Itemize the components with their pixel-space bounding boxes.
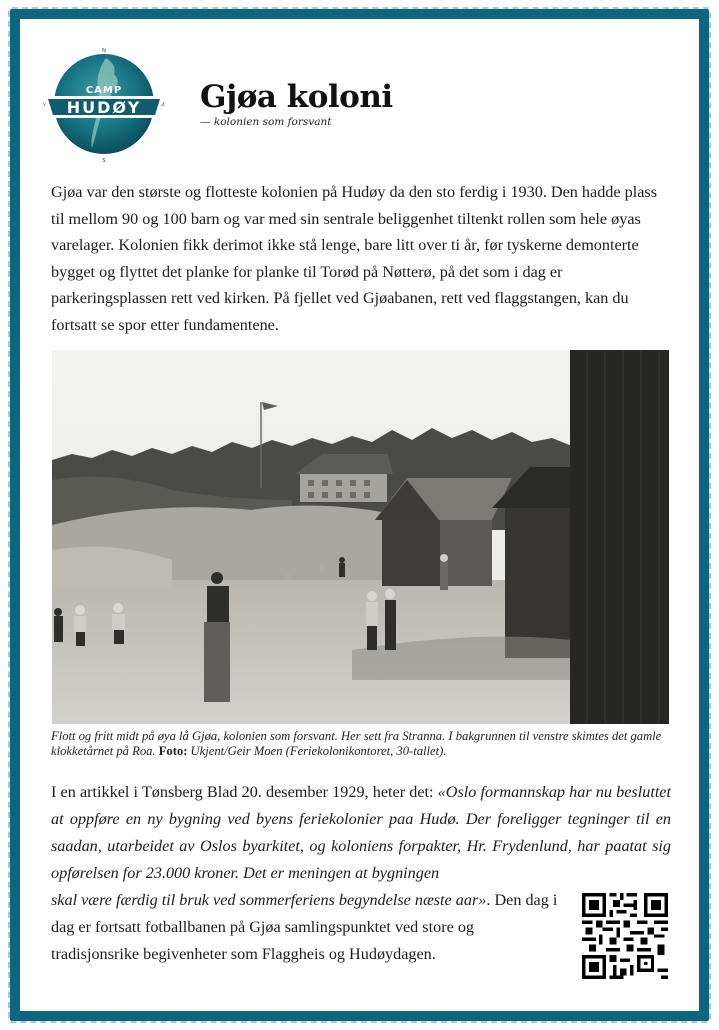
- foreground-wall: [570, 350, 669, 724]
- qr-code[interactable]: [582, 893, 668, 979]
- compass-west: V: [43, 102, 46, 107]
- article-tail: . Den dag i dag er fortsatt fotballbanen på Gjøa samlingspunktet ved store og tradisjonsrike begivenheter som Flaggheis og Hudøydagen.: [51, 891, 558, 963]
- logo-hudoy-text: HUDØY: [66, 98, 142, 117]
- title-block: [200, 80, 393, 128]
- article-paragraph-continued: [51, 887, 566, 968]
- intro-paragraph: Gjøa var den største og flotteste kolonien på Hudøy da den sto ferdig i 1930. Den hadde plass til mellom 90 og 100 barn og var med sin sentrale beliggenhet tiltenkt rollen som hele øyas varelager. Kolonien fikk derimot ikke stå lenge, bare litt over ti år, før tyskerne demonterte bygget og flyttet det planke for planke til Torød på Nøtterø, på det som i dag er parkeringsplassen rett ved kirken. På fjellet ved Gjøabanen, rett ved flaggstangen, kan du fortsatt se spor etter fundamentene.: [51, 183, 657, 334]
- photo-caption: [51, 729, 676, 759]
- page-title: Gjøa koloni: [200, 79, 393, 115]
- photo-credit-label: Foto:: [158, 744, 188, 758]
- logo-camp-text: CAMP: [85, 85, 123, 96]
- article-quote: «Oslo formannskap har nu besluttet at oppføre en ny bygning ved byens feriekolonier paa Hudø. Der foreligger tegninger til en saadan, utarbeidet av Oslos byarkitet, og koloniens forpakter, Hr. Frydenlund, har paatat sig opførelsen for 23.000 kroner. Det er meningen at bygningen: [51, 783, 671, 882]
- compass-east: Ø: [161, 102, 165, 107]
- historical-photo: [52, 350, 669, 724]
- camp-hudoy-logo: [40, 44, 168, 164]
- page-subtitle: — kolonien som forsvant: [200, 116, 332, 129]
- article-quote-end: skal være færdig til bruk ved sommerferiens begyndelse næste aar»: [51, 891, 487, 909]
- photo-credit: Ukjent/Geir Moen (Feriekolonikontoret, 30-tallet).: [187, 744, 447, 758]
- compass-north: N: [102, 48, 106, 54]
- compass-south: S: [102, 158, 106, 164]
- second-shed: [505, 508, 572, 658]
- caption-text: Flott og fritt midt på øya lå Gjøa, kolonien som forsvant. Her sett fra Stranna. I bakgrunnen til venstre skimtes det gamle klokketårnet på Roa.: [51, 729, 662, 758]
- article-paragraph: [51, 779, 671, 887]
- article-lead: I en artikkel i Tønsberg Blad 20. desember 1929, heter det:: [51, 783, 438, 801]
